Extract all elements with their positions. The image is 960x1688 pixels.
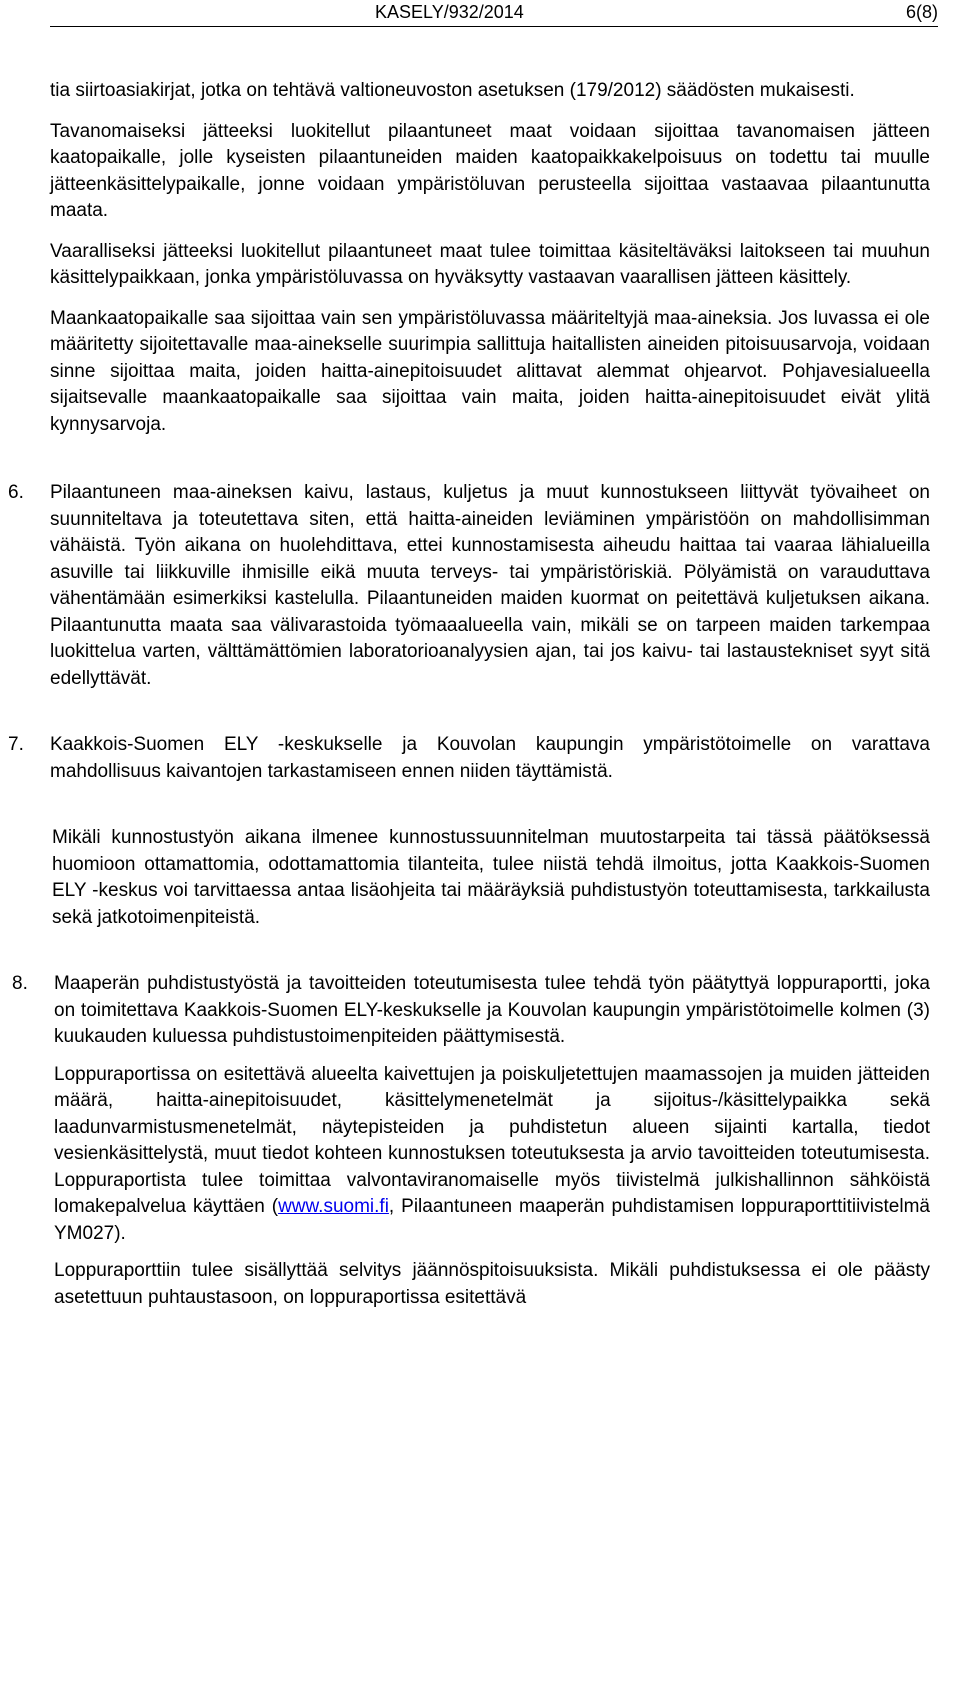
item-6-number: 6. (8, 482, 24, 503)
item-7-subparagraph: Mikäli kunnostustyön aikana ilmenee kunnostussuunnitelman muutostarpeita tai tässä päätöksessä huomioon ottamattomia, odottamattomia tilanteita, tulee niistä tehdä ilmoitus, jotta Kaakkois-Suomen ELY -keskus voi tarvittaessa antaa lisäohjeita tai määräyksiä puhdistustyön toteuttamisesta, tarkkailusta sekä jatkotoimenpiteistä. (52, 827, 930, 928)
numbered-item-6 (8, 480, 930, 692)
paragraph-hazardous-waste: Vaaralliseksi jätteeksi luokitellut pilaantuneet maat tulee toimittaa käsiteltäväksi laitokseen tai muuhun käsittelypaikkaan, jonka ympäristöluvassa on hyväksytty vastaavan vaarallisen jätteen käsittely. (50, 240, 930, 288)
item-7-number: 7. (8, 734, 24, 755)
paragraph-ordinary-waste: Tavanomaiseksi jätteeksi luokitellut pilaantuneet maat voidaan sijoittaa tavanomaisen jätteen kaatopaikalle, jolle kyseisten pilaantuneiden maiden kaatopaikkakelpoisuus on todettu tai muulle jätteenkäsittelypaikalle, jonne voidaan ympäristöluvan perusteella sijoittaa vastaavaa pilaantunutta maata. (50, 120, 930, 221)
document-id: KASELY/932/2014 (375, 2, 524, 22)
numbered-item-7 (8, 732, 930, 931)
paragraph-continuation: tia siirtoasiakirjat, jotka on tehtävä valtioneuvoston asetuksen (179/2012) säädösten mukaisesti. (50, 80, 855, 101)
numbered-item-8 (12, 971, 930, 1311)
item-6-text: 6. Pilaantuneen maa-aineksen kaivu, lastaus, kuljetus ja muut kunnostukseen liittyvät työvaiheet on suunniteltava ja toteutettava siten, että haitta-aineiden leviäminen ympäristöön on mahdollisimman vähäistä. Työn aikana on huolehdittava, ettei kunnostamisesta aiheudu haittaa tai vaaraa lähialueilla asuville tai liikkuville ihmisille eikä muuta terveys- tai ympäristöriskiä. Pölyämistä on varauduttava vähentämään esimerkiksi kastelulla. Pilaantuneiden maiden kuormat on peitettävä kuljetuksen aikana. Pilaantunutta maata saa välivarastoida työmaaalueella vain, mikäli se on tarpeen maiden tarkempaa luokittelua varten, välttämättömien laboratorioanalyysien ajan, tai jos kaivu- tai lastaustekniset syyt sitä edellyttävät. (8, 482, 930, 689)
document-body (8, 78, 930, 1311)
suomi-fi-link[interactable]: www.suomi.fi (278, 1196, 389, 1217)
item-8-text: 8. Maaperän puhdistustyöstä ja tavoitteiden toteutumisesta tulee tehdä työn päätyttyä loppuraportti, joka on toimitettava Kaakkois-Suomen ELY-keskukselle ja Kouvolan kaupungin ympäristötoimelle kolmen (3) kuukauden kuluessa puhdistustoimenpiteiden päättymisestä. (12, 973, 930, 1047)
page-header (50, 0, 938, 27)
item-8-residual-concentrations: Loppuraporttiin tulee sisällyttää selvitys jäännöspitoisuuksista. Mikäli puhdistuksessa ei ole päästy asetettuun puhtaustasoon, on loppuraportissa esitettävä (54, 1260, 930, 1308)
paragraph-soil-landfill: Maankaatopaikalle saa sijoittaa vain sen ympäristöluvassa määriteltyjä maa-aineksia. Jos luvassa ei ole määritetty sijoitettavalle maa-ainekselle suurimpia sallittuja haitallisten aineiden pitoisuusarvoja, voidaan sinne sijoittaa maita, joiden haitta-ainepitoisuudet alittavat alemmat ohjearvot. Pohjavesialueella sijaitsevalle maankaatopaikalle saa sijoittaa vain maita, joiden haitta-ainepitoisuudet eivät ylitä kynnysarvoja. (50, 307, 930, 435)
item-8-number: 8. (12, 973, 28, 994)
page-number: 6(8) (905, 2, 938, 22)
item-8-report-contents: Loppuraportissa on esitettävä alueelta kaivettujen ja poiskuljetettujen maamassojen ja muiden jätteiden määrä, haitta-ainepitoisuudet, käsittelymenetelmät ja sijoitus-/käsittelypaikka sekä laadunvarmistusmenetelmät, näytepisteiden ja puhdistetun alueen sijainti kartalla, tiedot vesienkäsittelystä, muut tiedot kohteen kunnostuksen toteutuksesta ja arvio tavoitteiden toteutumisesta. Loppuraportista tulee toimittaa valvontaviranomaiselle myös tiivistelmä julkishallinnon sähköistä lomakepalvelua käyttäen (www.suomi.fi, Pilaantuneen maaperän puhdistamisen loppuraporttitiivistelmä YM027). (54, 1063, 930, 1244)
item-7-text: 7. Kaakkois-Suomen ELY -keskukselle ja Kouvolan kaupungin ympäristötoimelle on varattava mahdollisuus kaivantojen tarkastamiseen ennen niiden täyttämistä. (8, 734, 930, 782)
